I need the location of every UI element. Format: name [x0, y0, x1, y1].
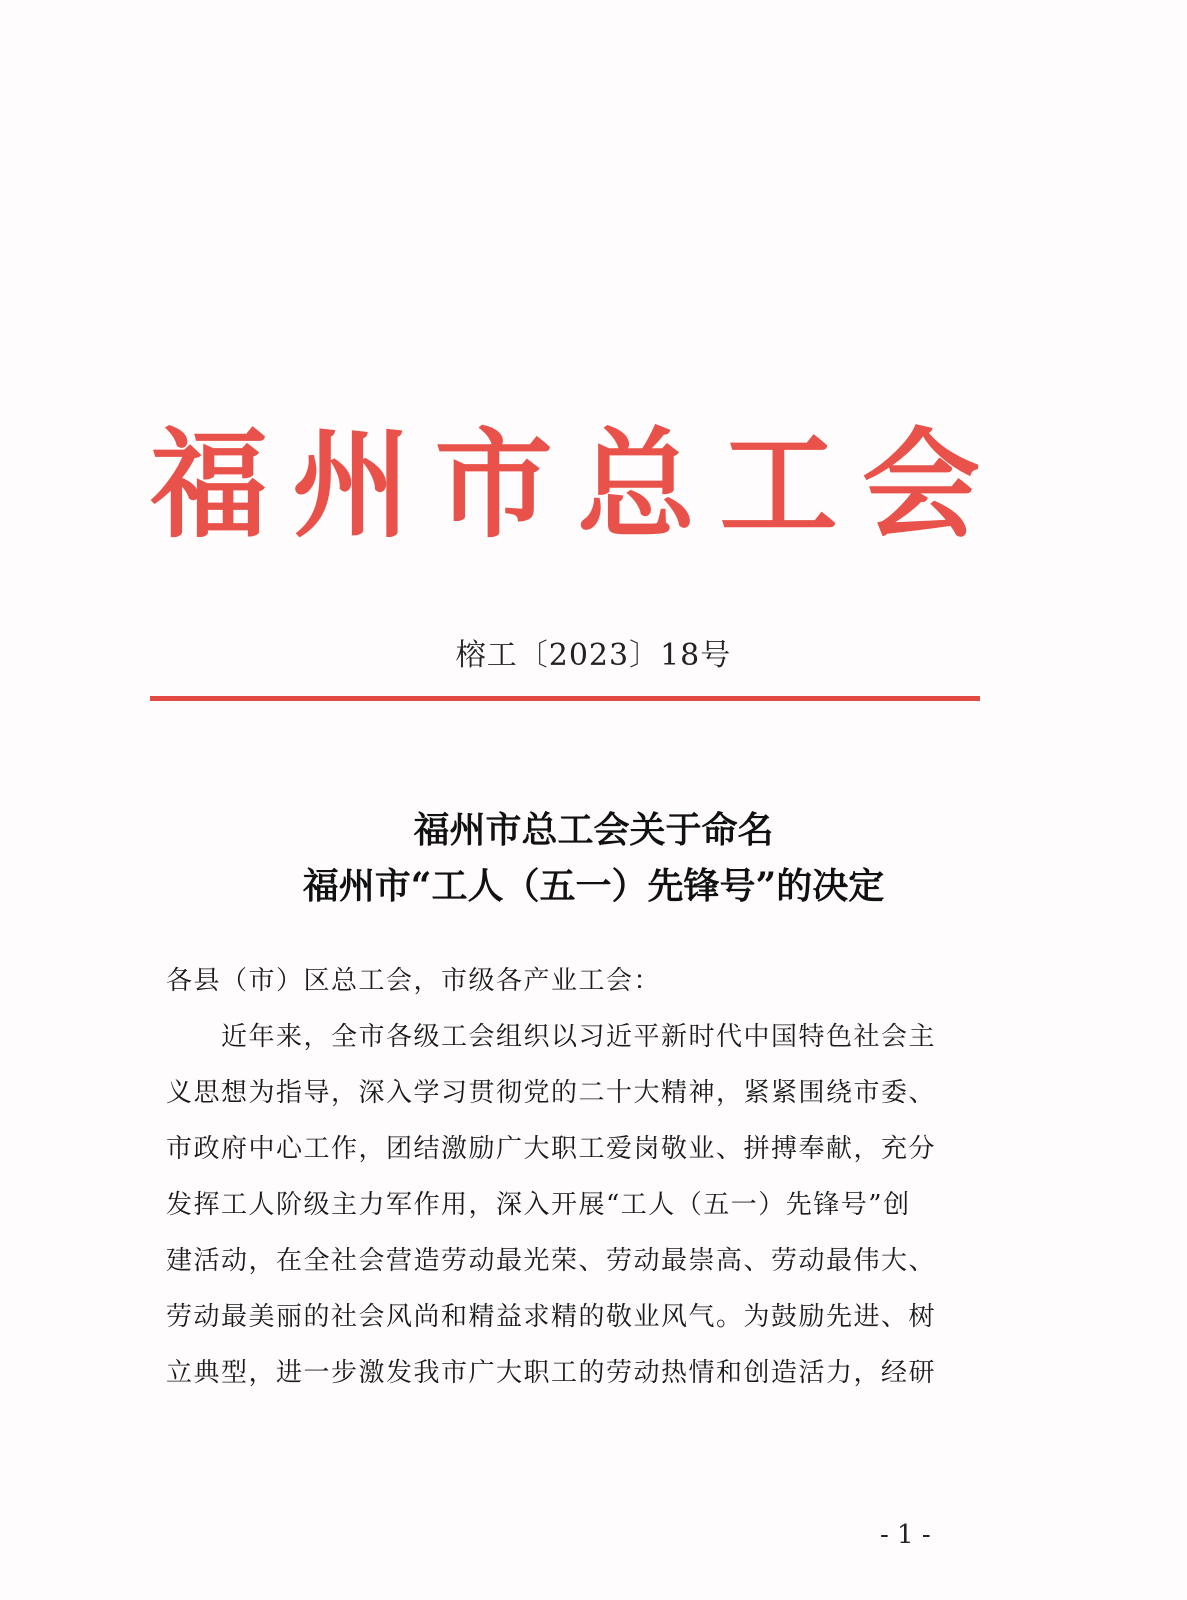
page-number: - 1 -	[880, 1520, 931, 1550]
masthead-char: 会	[861, 415, 980, 554]
body-line: 义思想为指导，深入学习贯彻党的二十大精神，紧紧围绕市委、	[166, 1078, 937, 1108]
masthead-char: 福	[150, 415, 269, 554]
body-line: 建活动，在全社会营造劳动最光荣、劳动最崇高、劳动最伟大、	[166, 1246, 937, 1276]
document-title-line-2: 福州市“工人（五一）先锋号”的决定	[302, 865, 885, 907]
document-title-line-1: 福州市总工会关于命名	[413, 809, 774, 851]
salutation: 各县（市）区总工会，市级各产业工会：	[166, 966, 662, 996]
body-line: 发挥工人阶级主力军作用，深入开展“工人（五一）先锋号”创	[166, 1190, 911, 1220]
masthead-title	[150, 415, 980, 554]
masthead-char: 市	[434, 415, 553, 554]
masthead-char: 总	[577, 415, 696, 554]
red-divider-line	[150, 696, 980, 701]
masthead-char: 州	[292, 415, 411, 554]
body-line: 立典型，进一步激发我市广大职工的劳动热情和创造活力，经研	[166, 1358, 937, 1388]
body-line: 劳动最美丽的社会风尚和精益求精的敬业风气。为鼓励先进、树	[166, 1302, 937, 1332]
body-line: 近年来，全市各级工会组织以习近平新时代中国特色社会主	[166, 1022, 937, 1052]
masthead-char: 工	[719, 415, 838, 554]
document-number: 榕工〔2023〕18号	[455, 638, 732, 673]
body-line: 市政府中心工作，团结激励广大职工爱岗敬业、拼搏奉献，充分	[166, 1134, 937, 1164]
